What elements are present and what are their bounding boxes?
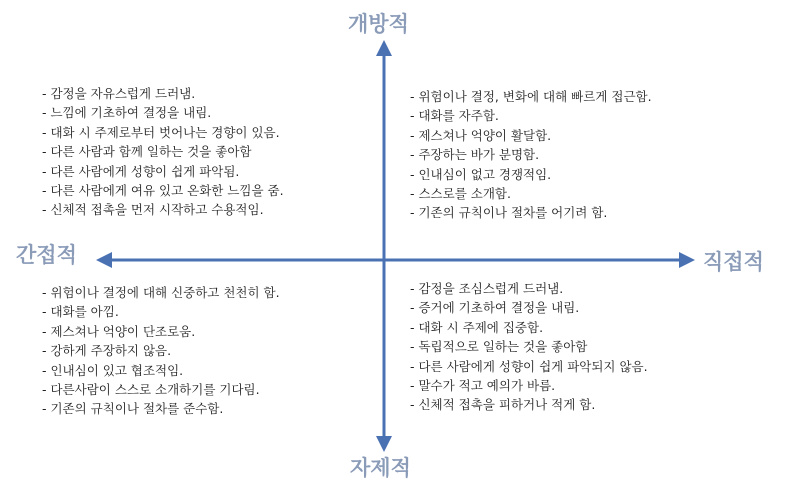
arrow-right-icon xyxy=(679,252,695,268)
list-item: - 독립적으로 일하는 것을 좋아함 xyxy=(410,339,588,355)
list-item: - 기존의 규칙이나 절차를 어기려 함. xyxy=(410,205,608,221)
list-item: - 다른 사람에게 여유 있고 온화한 느낌을 줌. xyxy=(42,182,284,198)
axis-label-left: 간접적 xyxy=(16,243,77,267)
axis-label-bottom: 자제적 xyxy=(350,456,411,480)
quadrant-top-left xyxy=(42,84,284,220)
axis-label-top: 개방적 xyxy=(348,12,409,36)
list-item: - 강하게 주장하지 않음. xyxy=(42,343,172,359)
list-item: - 위험이나 결정에 대해 신중하고 천천히 함. xyxy=(42,285,280,300)
list-item: - 다른 사람에게 성향이 쉽게 파악되지 않음. xyxy=(410,358,648,374)
quadrant-top-right xyxy=(410,87,652,223)
list-item: - 다른사람이 스스로 소개하기를 기다림. xyxy=(42,381,260,397)
list-item: - 기존의 규칙이나 절차를 준수함. xyxy=(42,401,224,417)
list-item: - 감정을 조심스럽게 드러냄. xyxy=(410,281,564,296)
list-item: - 증거에 기초하여 결정을 내림. xyxy=(410,300,580,316)
list-item: - 스스로를 소개함. xyxy=(410,185,511,201)
arrow-up-icon xyxy=(376,40,392,56)
list-item: - 대화 시 주제로부터 벗어나는 경향이 있음. xyxy=(42,124,280,140)
quadrant-bottom-right xyxy=(410,279,648,415)
list-item: - 주장하는 바가 분명함. xyxy=(410,147,540,163)
list-item: - 말수가 적고 예의가 바름. xyxy=(410,377,556,393)
list-item: - 다른 사람에게 성향이 쉽게 파악됨. xyxy=(42,163,240,179)
list-item: - 감정을 자유스럽게 드러냄. xyxy=(42,86,196,101)
list-item: - 대화를 아낌. xyxy=(42,304,119,320)
list-item: - 인내심이 없고 경쟁적임. xyxy=(410,166,552,182)
list-item: - 다른 사람과 함께 일하는 것을 좋아함 xyxy=(42,144,252,160)
list-item: - 제스쳐나 억양이 활달함. xyxy=(410,127,552,143)
list-item: - 느낌에 기초하여 결정을 내림. xyxy=(42,105,212,121)
list-item: - 위험이나 결정, 변화에 대해 빠르게 접근함. xyxy=(410,89,652,104)
axis-label-right: 직접적 xyxy=(703,250,764,274)
list-item: - 인내심이 있고 협조적임. xyxy=(42,362,184,378)
arrow-left-icon xyxy=(96,252,112,268)
list-item: - 대화를 자주함. xyxy=(410,108,499,124)
list-item: - 신체적 접촉을 먼저 시작하고 수용적임. xyxy=(42,202,264,218)
arrow-down-icon xyxy=(376,436,392,452)
list-item: - 대화 시 주제에 집중함. xyxy=(410,319,544,335)
list-item: - 신체적 접촉을 피하거나 적게 함. xyxy=(410,397,596,413)
quadrant-bottom-left xyxy=(42,283,280,419)
list-item: - 제스쳐나 억양이 단조로움. xyxy=(42,323,196,339)
